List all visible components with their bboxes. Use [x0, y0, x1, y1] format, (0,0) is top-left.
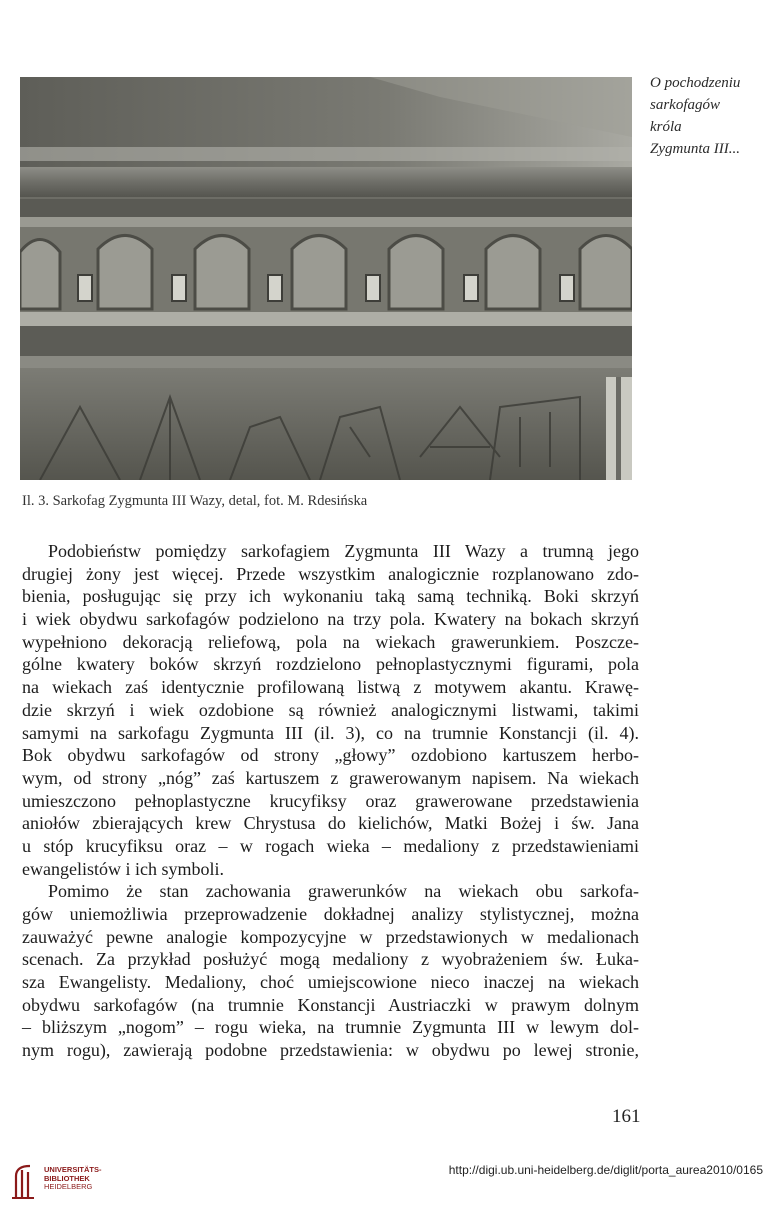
text-line: scenach. Za przykład posłużyć mogą medaliony z wyobrażeniem św. Łuka-	[22, 949, 639, 970]
library-name-line-2: BIBLIOTHEK	[44, 1173, 90, 1183]
sarcophagus-photo-drawing	[20, 77, 632, 480]
text-line: gów uniemożliwia przeprowadzenie dokładnej analizy stylistycznej, można	[22, 904, 639, 924]
paragraph-2	[22, 880, 639, 1062]
text-line: Podobieństw pomiędzy sarkofagiem Zygmunta III Wazy a trumną jego	[48, 541, 639, 561]
page-number: 161	[612, 1106, 641, 1127]
text-line: sza Ewangelisty. Medaliony, choć umiejscowione nieco inaczej na wiekach	[22, 972, 639, 993]
text-line: umieszczono pełnoplastyczne krucyfiksy oraz grawerowane przedstawienia	[22, 790, 639, 811]
text-line: drugiej żony jest więcej. Przede wszystkim analogicznie rozplanowano zdo-	[22, 563, 639, 584]
text-line: zauważyć pewne analogie kompozycyjne w przedstawionych w medalionach	[22, 926, 639, 947]
running-head-line-4: Zygmunta III...	[650, 141, 740, 157]
text-line: wypełniono dekoracją reliefową, pola na wiekach grawerunkiem. Poszcze-	[22, 631, 639, 652]
text-line: samymi na sarkofagu Zygmunta III (il. 3), co na trumnie Konstancji (il. 4).	[22, 722, 639, 743]
text-line: – bliższym „nogom” – rogu wieka, na trumnie Zygmunta III w lewym dol-	[22, 1017, 639, 1038]
text-line: Pomimo że stan zachowania grawerunków na wiekach obu sarkofa-	[48, 881, 639, 902]
running-head-line-1: O pochodzeniu	[650, 75, 741, 91]
text-line: wym, od strony „nóg” zaś kartuszem z grawerowanym napisem. Na wiekach	[22, 767, 639, 788]
text-line: Bok obydwu sarkofagów od strony „głowy” ozdobiono kartuszem herbo-	[22, 745, 639, 766]
paragraph-1	[22, 540, 639, 880]
university-library-logo-icon	[8, 1162, 38, 1202]
sarcophagus-photo	[20, 77, 632, 480]
running-head-line-2: sarkofagów	[650, 97, 721, 113]
text-line: i wiek obydwu sarkofagów podzielono na trzy pola. Kwatery na bokach skrzyń	[22, 609, 639, 630]
footer-url-link[interactable]: http://digi.ub.uni-heidelberg.de/diglit/porta_aurea2010/0165	[448, 1163, 763, 1177]
body-text	[22, 540, 639, 1062]
running-head-line-3: króla	[650, 119, 682, 135]
library-name	[44, 1166, 102, 1192]
text-line: dzie skrzyń i wiek ozdobione są również analogicznymi listwami, takimi	[22, 699, 639, 720]
text-line: u stóp krucyfiksu oraz – w rogach wieka – medaliony z przedstawieniami	[22, 835, 639, 856]
text-line: na wiekach zaś identycznie profilowaną listwą z motywem akantu. Krawę-	[22, 677, 639, 698]
text-line: ewangelistów i ich symboli.	[22, 858, 224, 879]
text-line: aniołów zbierających krew Chrystusa do kielichów, Matki Bożej i św. Jana	[22, 813, 639, 834]
text-line: gólne kwatery boków skrzyń rozdzielono pełnoplastycznymi figurami, pola	[22, 654, 639, 675]
library-name-line-3: HEIDELBERG	[44, 1182, 93, 1191]
text-line: nym rogu), zawierają podobne przedstawienia: w obydwu po lewej stronie,	[22, 1040, 639, 1061]
figure-caption: Il. 3. Sarkofag Zygmunta III Wazy, detal, fot. M. Rdesińska	[22, 493, 368, 509]
text-line: obydwu sarkofagów (na trumnie Konstancji Austriaczki w prawym dolnym	[22, 994, 639, 1015]
library-name-line-1: UNIVERSITÄTS-	[44, 1165, 102, 1174]
text-line: bienia, posługując się przy ich wykonaniu taką samą techniką. Boki skrzyń	[22, 586, 639, 607]
running-head	[650, 72, 765, 160]
